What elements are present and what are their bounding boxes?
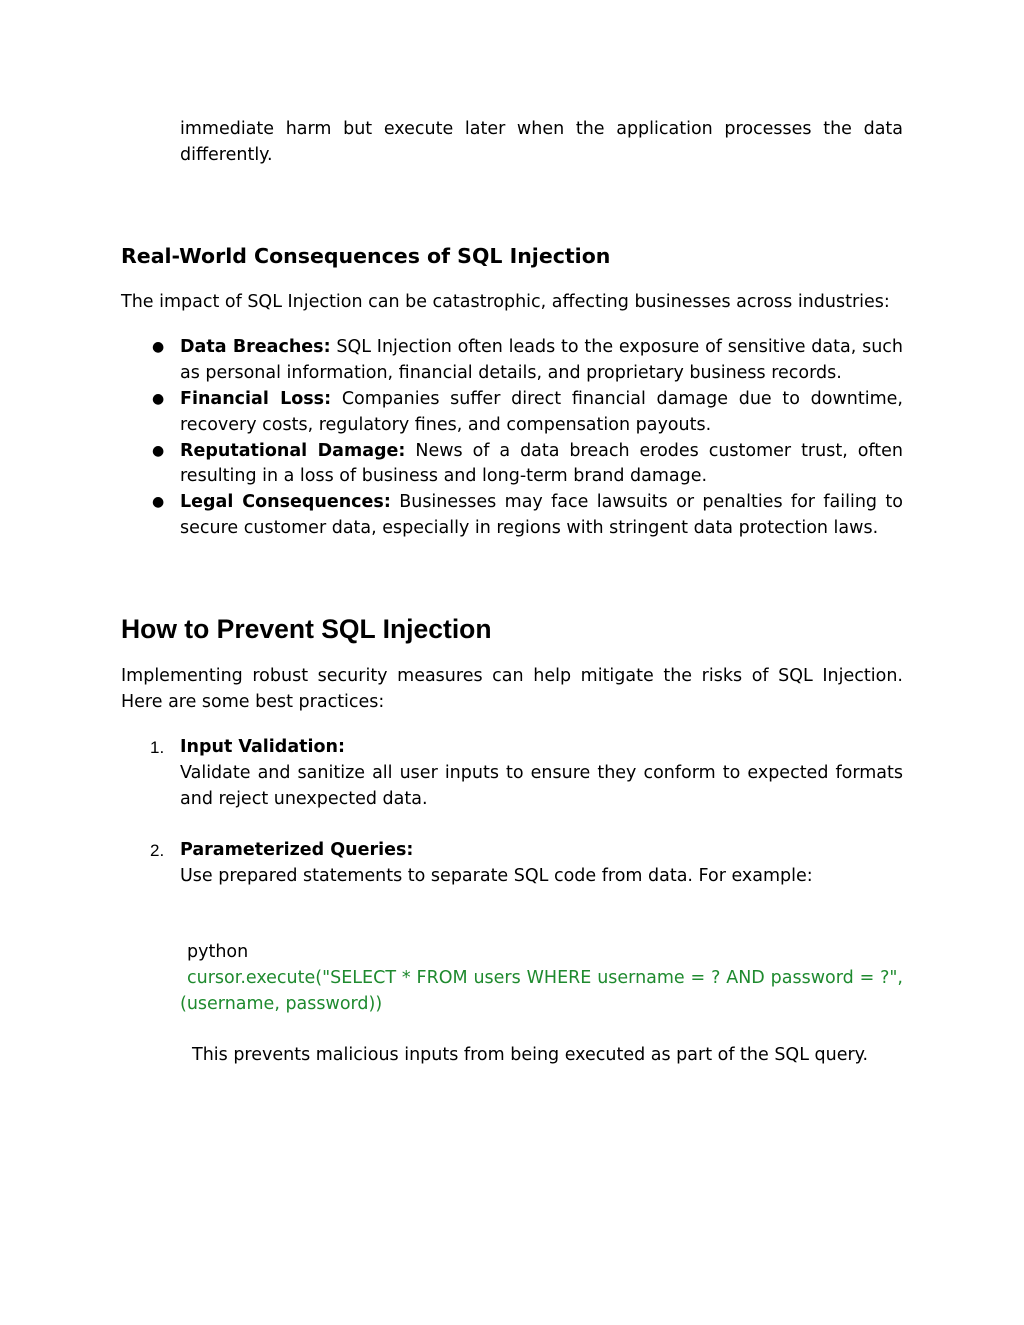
after-code-paragraph: This prevents malicious inputs from being executed as part of the SQL query. bbox=[192, 1044, 869, 1065]
list-item-term: Legal Consequences: bbox=[180, 492, 391, 513]
list-item bbox=[121, 735, 903, 812]
section-heading-prevention: How to Prevent SQL Injection bbox=[121, 613, 492, 644]
prevention-steps bbox=[121, 735, 903, 889]
prevention-paragraph: Implementing robust security measures can help mitigate the risks of SQL Injection. Here are some best practices: bbox=[121, 665, 903, 712]
list-item bbox=[121, 387, 903, 439]
bullet-icon: ● bbox=[152, 442, 165, 459]
section-heading-consequences: Real-World Consequences of SQL Injection bbox=[121, 243, 611, 268]
step-term: Input Validation: bbox=[180, 737, 345, 758]
consequences-paragraph: The impact of SQL Injection can be catastrophic, affecting businesses across industries: bbox=[121, 291, 890, 312]
list-item-term: Financial Loss: bbox=[180, 388, 332, 409]
list-item bbox=[121, 838, 903, 890]
list-item-text: SQL Injection often leads to the exposure of sensitive data, such as personal information, financial details, and proprietary business records. bbox=[180, 337, 903, 384]
list-item bbox=[121, 335, 903, 387]
list-item-text: Businesses may face lawsuits or penalties for failing to secure customer data, especially in regions with stringent data protection laws. bbox=[180, 492, 903, 538]
intro-fragment: immediate harm but execute later when the application processes the data differently. bbox=[180, 119, 903, 165]
step-number: 1. bbox=[150, 738, 165, 758]
step-number: 2. bbox=[150, 840, 165, 860]
list-item-text: Companies suffer direct financial damage due to downtime, recovery costs, regulatory fines, and compensation payouts. bbox=[180, 388, 903, 435]
code-line: cursor.execute("SELECT * FROM users WHERE username = ? AND password = ?", (username, password)) bbox=[180, 968, 903, 1014]
list-item bbox=[121, 439, 903, 491]
list-item-text: News of a data breach erodes customer trust, often resulting in a loss of business and long-term brand damage. bbox=[180, 440, 903, 487]
bullet-icon: ● bbox=[152, 339, 165, 356]
step-text: Validate and sanitize all user inputs to ensure they conform to expected formats and reject unexpected data. bbox=[180, 763, 903, 809]
code-language-label: python bbox=[187, 942, 249, 963]
bullet-icon: ● bbox=[152, 494, 165, 511]
consequences-list bbox=[121, 335, 903, 541]
list-item-term: Data Breaches: bbox=[180, 337, 331, 358]
list-item bbox=[121, 490, 903, 542]
list-item-term: Reputational Damage: bbox=[180, 440, 406, 461]
bullet-icon: ● bbox=[152, 390, 165, 407]
step-text: Use prepared statements to separate SQL code from data. For example: bbox=[180, 865, 813, 886]
step-term: Parameterized Queries: bbox=[180, 839, 414, 860]
document-page bbox=[121, 117, 903, 1069]
code-example bbox=[180, 940, 903, 1017]
